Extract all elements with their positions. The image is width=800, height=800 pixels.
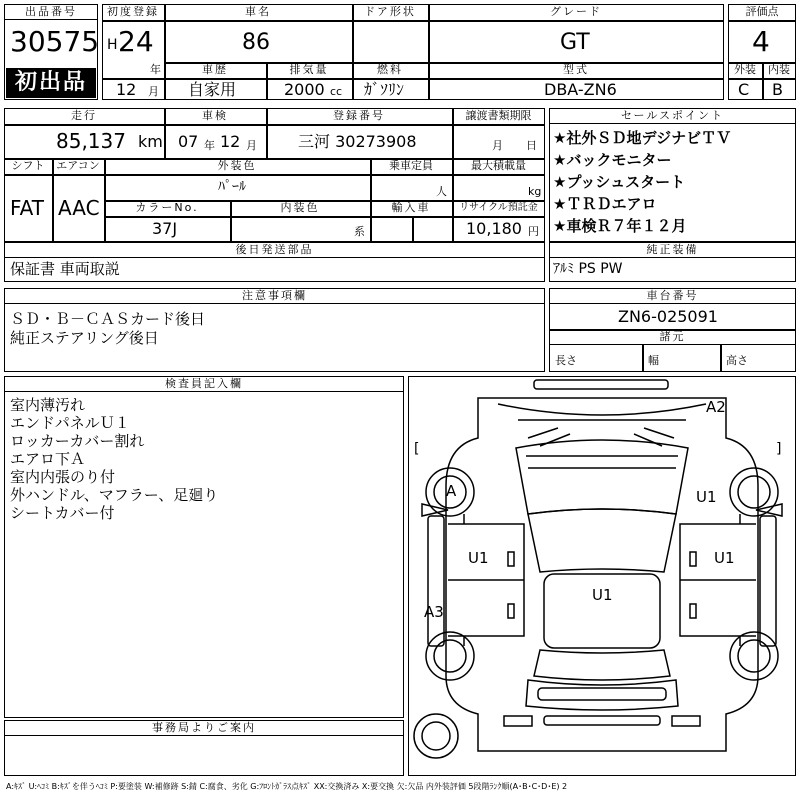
fuel-label: 燃料	[377, 63, 403, 76]
height-label: 高さ	[726, 354, 748, 367]
inspector-line: 外ハンドル、マフラー、足廻り	[10, 486, 219, 504]
specs-label: 諸元	[549, 329, 796, 345]
sales-points-label: セールスポイント	[549, 108, 796, 124]
genuine-equipment-value: ｱﾙﾐ PS PW	[553, 261, 623, 277]
notes-line: 純正ステアリング後日	[10, 329, 159, 347]
notes-line: ＳＤ・Ｂ－ＣＡＳカード後日	[10, 310, 206, 328]
reg-no-label: 登録番号	[333, 109, 385, 122]
color-no-label: カラーNo.	[135, 201, 199, 214]
history-value: 自家用	[188, 80, 237, 99]
sales-point-item: ★車検Ｒ７年１２月	[553, 217, 687, 235]
capacity-unit: 人	[436, 185, 447, 198]
inspector-line: シートカバー付	[10, 504, 115, 522]
recycle-value: 10,180	[466, 219, 522, 238]
model-label: 型式	[563, 63, 589, 76]
inspection-label: 車検	[202, 109, 228, 122]
reg-no-value: 三河 30273908	[298, 132, 417, 151]
inspector-line: ロッカーカバー割れ	[10, 432, 145, 450]
genuine-equipment-label: 純正装備	[549, 242, 796, 258]
chassis-value: ZN6-025091	[618, 307, 718, 326]
mark-a-wheel: A	[446, 482, 457, 500]
model-value: DBA-ZN6	[544, 80, 617, 99]
legend-footer: A:ｷｽﾞ U:ﾍｺﾐ B:ｷｽﾞを伴うﾍｺﾐ P:要塗装 W:補修跡 S:錆 C:腐食、劣化 G:ﾌﾛﾝﾄｶﾞﾗｽ点ｷｽﾞ XX:交換済み X:要交換 欠:欠品 内外装評価 5段階ﾗﾝｸ順(A･B･C･D･E) 2	[6, 782, 568, 791]
mark-a3: A3	[424, 603, 444, 621]
score-label: 評価点	[745, 5, 779, 18]
notes-label: 注意事項欄	[4, 288, 545, 304]
first-listing-badge: 初出品	[6, 68, 96, 98]
width-label: 幅	[648, 354, 659, 367]
recycle-label: リサイクル預託金	[459, 202, 538, 213]
sales-point-item: ★プッシュスタート	[553, 173, 686, 191]
mark-bracket-left: [	[414, 441, 420, 457]
transfer-day-unit: 日	[526, 139, 537, 152]
month-unit: 月	[148, 85, 159, 98]
inspection-month: 12	[220, 132, 241, 151]
lot-number: 30575	[10, 25, 100, 58]
era-prefix: H	[107, 37, 118, 53]
ext-color-label: 外装色	[217, 159, 257, 172]
door-label: ドア形状	[364, 5, 416, 18]
era-year: 24	[118, 25, 154, 58]
fuel-value: ｶﾞｿﾘﾝ	[364, 80, 405, 99]
later-parts-label: 後日発送部品	[4, 242, 545, 258]
car-diagram	[408, 376, 796, 776]
mileage-label: 走行	[71, 109, 97, 122]
inspector-line: 室内内張のり付	[10, 468, 116, 486]
grade-label: グレード	[550, 5, 602, 18]
length-label: 長さ	[555, 354, 577, 367]
sales-point-item: ★社外ＳＤ地デジナビＴＶ	[553, 129, 732, 147]
grade-value: GT	[560, 30, 590, 55]
displacement-value: 2000	[284, 80, 325, 99]
recycle-unit: 円	[528, 225, 539, 238]
ac-value: AAC	[58, 196, 100, 220]
interior-label: 内装	[768, 63, 790, 76]
sales-point-item: ★ＴＲＤエアロ	[553, 195, 657, 213]
transfer-label: 譲渡書類期限	[465, 109, 532, 122]
max-load-label: 最大積載量	[471, 159, 526, 172]
transfer-month-unit: 月	[492, 139, 503, 152]
displacement-label: 排気量	[289, 63, 329, 76]
inspection-month-unit: 月	[246, 139, 257, 152]
shift-label: シフト	[11, 159, 45, 172]
capacity-label: 乗車定員	[389, 159, 433, 172]
exterior-label: 外装	[734, 63, 756, 76]
later-parts-value: 保証書 車両取説	[10, 260, 120, 278]
mileage-unit: km	[138, 132, 163, 151]
color-no-value: 37J	[152, 219, 178, 238]
max-load-unit: kg	[528, 185, 542, 198]
year-unit: 年	[150, 63, 161, 76]
lot-label: 出品番号	[4, 4, 98, 20]
chassis-label: 車台番号	[549, 288, 796, 304]
score-value: 4	[752, 25, 770, 58]
mark-bracket-right: ]	[776, 441, 782, 457]
exterior-value: C	[738, 80, 750, 99]
history-label: 車歴	[202, 63, 228, 76]
shift-value: FAT	[10, 196, 45, 220]
ac-label: エアコン	[56, 159, 100, 172]
mark-u1-right-wheel: U1	[696, 488, 717, 506]
car-name: 86	[242, 30, 270, 55]
inspection-year: 07	[178, 132, 199, 151]
int-color-label: 内装色	[280, 201, 320, 214]
displacement-unit: cc	[330, 85, 343, 98]
reg-month: 12	[116, 80, 137, 99]
inspector-label: 検査員記入欄	[4, 376, 404, 392]
mark-u1-roof: U1	[592, 586, 613, 604]
interior-value: B	[772, 80, 783, 99]
import-label: 輸入車	[391, 201, 431, 214]
ext-color-value: ﾊﾟｰﾙ	[218, 179, 246, 195]
inspector-line: 室内薄汚れ	[10, 396, 86, 414]
int-color-unit: 系	[354, 225, 365, 238]
inspector-line: エアロ下Ａ	[10, 450, 86, 468]
sales-point-item: ★バックモニター	[553, 151, 672, 169]
inspection-year-unit: 年	[204, 139, 215, 152]
mark-u1-left-door: U1	[468, 549, 489, 567]
mark-a2: A2	[706, 398, 726, 416]
office-label: 事務局よりご案内	[4, 720, 404, 736]
first-reg-label: 初度登録	[107, 5, 159, 18]
mark-u1-right-door: U1	[714, 549, 735, 567]
inspector-line: エンドパネルＵ１	[10, 414, 130, 432]
mileage-value: 85,137	[56, 129, 126, 153]
car-name-label: 車名	[245, 5, 271, 18]
